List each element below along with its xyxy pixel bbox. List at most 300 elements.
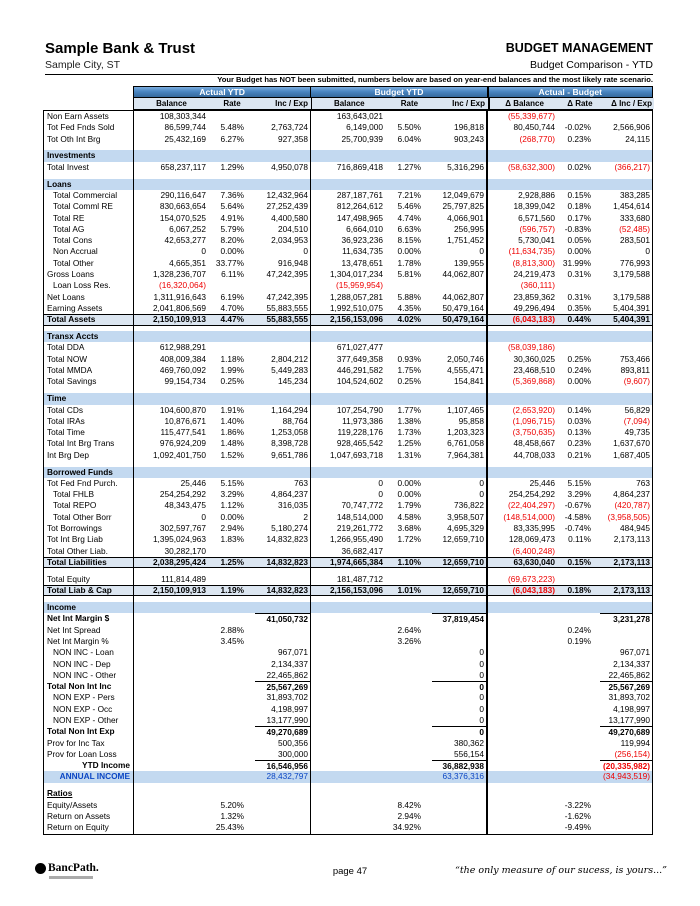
row-label: Prov for Inc Tax: [44, 738, 134, 749]
value-cell: [386, 659, 432, 670]
row-label: ANNUAL INCOME: [44, 771, 134, 782]
table-row: [44, 134, 652, 145]
value-cell: 4.35%: [397, 302, 421, 313]
row-label: Loans: [44, 179, 134, 190]
value-cell: 6.19%: [220, 291, 244, 302]
value-cell: [488, 659, 558, 670]
value-cell: 763: [255, 478, 311, 489]
value-cell: 5,730,041: [518, 235, 555, 246]
value-cell: 2,566,906: [613, 122, 650, 133]
table-row: [44, 625, 652, 636]
value-cell: (268,770): [519, 133, 555, 144]
value-cell: (2,653,920): [512, 404, 555, 415]
value-cell: [386, 738, 432, 749]
value-cell: 0: [378, 489, 383, 500]
value-cell: 8.20%: [220, 235, 244, 246]
value-cell: [311, 150, 386, 161]
value-cell: 22,465,862: [255, 670, 311, 681]
value-cell: 42,653,277: [164, 235, 206, 246]
value-cell: 2.64%: [397, 624, 421, 635]
table-row: [44, 303, 652, 314]
table-row: [44, 681, 652, 692]
value-cell: [386, 715, 432, 726]
value-cell: [311, 393, 386, 404]
value-cell: [600, 467, 652, 478]
value-cell: 6,067,252: [169, 223, 206, 234]
value-cell: 0.24%: [567, 365, 591, 376]
value-cell: 63,376,316: [432, 771, 488, 782]
value-cell: [311, 681, 386, 692]
value-cell: (7,094): [623, 415, 650, 426]
value-cell: [255, 822, 311, 833]
value-cell: 5.15%: [220, 477, 244, 488]
value-cell: [134, 788, 209, 799]
table-row: [44, 788, 652, 799]
value-cell: 1.40%: [220, 415, 244, 426]
row-label: Total FHLB: [44, 489, 134, 500]
value-cell: [558, 150, 600, 161]
value-cell: 12,432,964: [255, 190, 311, 201]
value-cell: [255, 331, 311, 342]
value-cell: 2,134,337: [613, 658, 650, 669]
value-cell: [209, 546, 255, 557]
value-cell: [209, 726, 255, 737]
value-cell: [255, 280, 311, 291]
value-cell: 27,252,439: [255, 201, 311, 212]
value-cell: 1.12%: [220, 500, 244, 511]
value-cell: 0: [432, 659, 488, 670]
value-cell: [134, 647, 209, 658]
value-cell: 283,501: [620, 235, 650, 246]
value-cell: 25,446: [180, 477, 206, 488]
value-cell: 48,458,667: [513, 438, 555, 449]
value-cell: 0.23%: [567, 133, 591, 144]
value-cell: 0.14%: [567, 404, 591, 415]
value-cell: [558, 704, 600, 715]
value-cell: 2.88%: [220, 624, 244, 635]
value-cell: 302,597,767: [159, 523, 206, 534]
table-row: [44, 585, 652, 596]
value-cell: 4,198,997: [613, 703, 650, 714]
value-cell: 300,000: [255, 749, 311, 760]
col-header-rate: Rate: [223, 99, 241, 108]
value-cell: 4.74%: [397, 212, 421, 223]
value-cell: [432, 800, 488, 811]
value-cell: 13,478,651: [341, 257, 383, 268]
value-cell: 0: [432, 704, 488, 715]
value-cell: 3,958,507: [432, 512, 488, 523]
value-cell: 1,311,916,643: [153, 291, 206, 302]
value-cell: 7.36%: [220, 189, 244, 200]
row-label: Income: [44, 602, 134, 613]
value-cell: [488, 822, 558, 833]
value-cell: [488, 749, 558, 760]
section-row: [44, 150, 652, 161]
value-cell: 30,282,170: [164, 545, 206, 556]
value-cell: 154,070,525: [159, 212, 206, 223]
value-cell: [558, 749, 600, 760]
value-cell: [488, 681, 558, 692]
value-cell: 290,116,647: [160, 189, 206, 200]
table-row: [44, 478, 652, 489]
row-label: NON INC - Dep: [44, 659, 134, 670]
value-cell: 0.05%: [567, 235, 591, 246]
value-cell: [432, 811, 488, 822]
row-label: Investments: [44, 150, 134, 161]
value-cell: [600, 150, 652, 161]
value-cell: [134, 659, 209, 670]
value-cell: [432, 467, 488, 478]
value-cell: [386, 602, 432, 613]
value-cell: 28,432,797: [255, 771, 311, 782]
value-cell: (3,750,635): [512, 427, 555, 438]
value-cell: -0.74%: [564, 523, 591, 534]
value-cell: 976,924,209: [159, 438, 206, 449]
value-cell: [386, 613, 432, 624]
value-cell: 1.38%: [397, 415, 421, 426]
value-cell: 0: [432, 489, 488, 500]
value-cell: -4.58%: [564, 511, 591, 522]
value-cell: [558, 574, 600, 585]
value-cell: 99,154,734: [164, 376, 206, 387]
value-cell: 1.01%: [397, 586, 421, 596]
value-cell: 0: [432, 246, 488, 257]
row-label: Tot Fed Fnd Purch.: [44, 478, 134, 489]
value-cell: [255, 111, 311, 122]
col-header-delta-inc-exp: Δ Inc / Exp: [611, 99, 652, 108]
row-label: Total DDA: [44, 342, 134, 353]
row-label: Tot Oth Int Brg: [44, 134, 134, 145]
row-label: Total Other Borr: [44, 512, 134, 523]
value-cell: [311, 822, 386, 833]
value-cell: [558, 670, 600, 681]
value-cell: [488, 150, 558, 161]
value-cell: 5,316,296: [432, 162, 488, 173]
row-label: YTD Income: [44, 760, 134, 771]
value-cell: 1.32%: [220, 810, 244, 821]
value-cell: [600, 179, 652, 190]
value-cell: [311, 602, 386, 613]
table-row: [44, 489, 652, 500]
value-cell: 0.21%: [567, 449, 591, 460]
value-cell: 4,864,237: [613, 489, 650, 500]
value-cell: [134, 602, 209, 613]
value-cell: 380,362: [432, 738, 488, 749]
table-row: [44, 574, 652, 585]
table-row: [44, 715, 652, 726]
value-cell: 1.25%: [220, 557, 244, 567]
value-cell: [386, 467, 432, 478]
value-cell: 1,395,024,963: [152, 534, 206, 545]
value-cell: [432, 636, 488, 647]
value-cell: [134, 800, 209, 811]
value-cell: 5.46%: [397, 201, 421, 212]
value-cell: 31,893,702: [608, 692, 650, 703]
value-cell: 5.79%: [220, 223, 244, 234]
value-cell: [386, 546, 432, 557]
value-cell: 3.68%: [397, 523, 421, 534]
value-cell: 0: [432, 478, 488, 489]
value-cell: 11,973,386: [342, 415, 383, 426]
value-cell: 2.94%: [397, 810, 421, 821]
table-row: [44, 500, 652, 511]
value-cell: (16,320,064): [158, 280, 206, 291]
value-cell: 0.24%: [567, 624, 591, 635]
value-cell: 16,546,956: [255, 760, 311, 771]
row-label: NON EXP - Other: [44, 715, 134, 726]
value-cell: [488, 715, 558, 726]
table-row: [44, 376, 652, 387]
value-cell: [255, 602, 311, 613]
value-cell: [209, 342, 255, 353]
value-cell: 2,150,109,913: [152, 315, 206, 325]
value-cell: 36,923,236: [341, 235, 383, 246]
value-cell: 736,822: [432, 500, 488, 511]
value-cell: [488, 771, 558, 782]
value-cell: [209, 150, 255, 161]
value-cell: 25,797,825: [432, 201, 488, 212]
value-cell: 47,242,395: [255, 269, 311, 280]
value-cell: [558, 467, 600, 478]
value-cell: 104,524,602: [336, 376, 383, 387]
value-cell: 2,173,113: [613, 534, 650, 545]
value-cell: 50,479,164: [432, 303, 488, 314]
value-cell: 0: [378, 477, 383, 488]
table-row: [44, 342, 652, 353]
col-header-delta-balance: Δ Balance: [505, 99, 544, 108]
row-label: Tot Borrowings: [44, 523, 134, 534]
value-cell: 0.03%: [567, 415, 591, 426]
value-cell: 6,664,010: [346, 223, 383, 234]
value-cell: 12,659,710: [432, 586, 488, 595]
row-label: Total Int Brg Trans: [44, 438, 134, 449]
row-label: Transx Accts: [44, 331, 134, 342]
value-cell: 104,600,870: [159, 404, 206, 415]
value-cell: 2,156,153,096: [329, 315, 383, 325]
value-cell: [558, 331, 600, 342]
value-cell: 3.26%: [397, 635, 421, 646]
value-cell: [209, 393, 255, 404]
value-cell: 8,398,728: [255, 438, 311, 449]
value-cell: 812,264,612: [336, 201, 383, 212]
value-cell: 86,599,744: [164, 122, 206, 133]
value-cell: 1.83%: [220, 534, 244, 545]
row-label: NON EXP - Occ: [44, 704, 134, 715]
value-cell: 254,254,292: [159, 489, 206, 500]
table-row: [44, 111, 652, 122]
value-cell: 1,992,510,075: [329, 302, 383, 313]
value-cell: 6.04%: [397, 133, 421, 144]
value-cell: 0: [201, 246, 206, 257]
value-cell: 44,062,807: [432, 292, 488, 303]
row-label: Total Non Int Exp: [44, 726, 134, 737]
row-label: Total Savings: [44, 376, 134, 387]
value-cell: [134, 467, 209, 478]
value-cell: 0.93%: [397, 353, 421, 364]
value-cell: 12,659,710: [432, 558, 488, 567]
value-cell: 13,177,990: [608, 715, 650, 725]
value-cell: 383,285: [620, 189, 650, 200]
value-cell: 0.13%: [567, 427, 591, 438]
value-cell: 49,735: [624, 427, 650, 438]
value-cell: [558, 613, 600, 624]
value-cell: [600, 811, 652, 822]
value-cell: [558, 726, 600, 737]
value-cell: -3.22%: [564, 799, 591, 810]
value-cell: (256,154): [614, 748, 650, 759]
row-label: NON INC - Other: [44, 670, 134, 681]
value-cell: 1,047,693,718: [329, 449, 383, 460]
value-cell: 0.11%: [568, 534, 591, 545]
value-cell: 4.58%: [397, 511, 421, 522]
value-cell: 41,050,732: [255, 613, 311, 624]
value-cell: [488, 726, 558, 737]
section-row: [44, 602, 652, 613]
value-cell: [488, 647, 558, 658]
value-cell: 0: [432, 715, 488, 726]
value-cell: 1,107,465: [432, 405, 488, 416]
value-cell: [134, 738, 209, 749]
value-cell: [386, 726, 432, 737]
value-cell: 1,974,665,384: [329, 557, 383, 567]
value-cell: [255, 467, 311, 478]
section-row: [44, 467, 652, 478]
value-cell: 0.25%: [397, 376, 421, 387]
value-cell: [255, 150, 311, 161]
value-cell: [432, 331, 488, 342]
value-cell: 316,035: [255, 500, 311, 511]
value-cell: 154,841: [432, 376, 488, 387]
value-cell: 6,761,058: [432, 438, 488, 449]
value-cell: [386, 647, 432, 658]
value-cell: 119,994: [620, 737, 650, 748]
table-row: [44, 354, 652, 365]
value-cell: [255, 179, 311, 190]
value-cell: 47,242,395: [255, 292, 311, 303]
value-cell: [134, 749, 209, 760]
value-cell: (1,096,715): [512, 415, 555, 426]
value-cell: [488, 670, 558, 681]
value-cell: 3.29%: [567, 489, 591, 500]
value-cell: 49,296,494: [513, 302, 555, 313]
value-cell: -0.83%: [564, 223, 591, 234]
value-cell: [134, 613, 209, 624]
value-cell: 3.29%: [220, 489, 244, 500]
value-cell: 25,700,939: [341, 133, 383, 144]
value-cell: 1,203,323: [432, 427, 488, 438]
value-cell: 4.91%: [220, 212, 244, 223]
value-cell: 1,454,614: [613, 201, 650, 212]
row-label: Borrowed Funds: [44, 467, 134, 478]
value-cell: 1.86%: [220, 427, 244, 438]
value-cell: 0.00%: [220, 246, 244, 257]
value-cell: 500,356: [255, 738, 311, 749]
value-cell: 1,751,452: [432, 235, 488, 246]
value-cell: [311, 788, 386, 799]
table-row: [44, 416, 652, 427]
value-cell: 23,468,510: [513, 365, 555, 376]
value-cell: [311, 704, 386, 715]
value-cell: 484,945: [620, 523, 650, 534]
value-cell: 2,050,746: [432, 354, 488, 365]
value-cell: 24,115: [625, 133, 650, 144]
value-cell: [386, 280, 432, 291]
value-cell: [600, 280, 652, 291]
value-cell: 916,948: [255, 258, 311, 269]
value-cell: [386, 760, 432, 771]
value-cell: 5.81%: [397, 269, 421, 280]
value-cell: [255, 546, 311, 557]
table-row: [44, 546, 652, 557]
value-cell: 1,266,955,490: [329, 534, 383, 545]
value-cell: [209, 574, 255, 585]
table-row: [44, 201, 652, 212]
value-cell: [255, 393, 311, 404]
value-cell: 25,432,169: [164, 133, 206, 144]
value-cell: 612,988,291: [159, 342, 206, 353]
value-cell: [134, 393, 209, 404]
table-row: [44, 162, 652, 173]
value-cell: 6,149,000: [346, 122, 383, 133]
value-cell: 9,651,786: [255, 450, 311, 461]
value-cell: [432, 393, 488, 404]
value-cell: [558, 715, 600, 726]
value-cell: 0.25%: [567, 353, 591, 364]
col-header-balance: Balance: [156, 99, 187, 108]
row-label: Total Commercial: [44, 190, 134, 201]
value-cell: 0.02%: [567, 161, 591, 172]
value-cell: 148,514,000: [336, 511, 383, 522]
table-row: [44, 749, 652, 760]
value-cell: [311, 692, 386, 703]
value-cell: (3,958,505): [607, 511, 650, 522]
value-cell: 556,154: [432, 749, 488, 760]
table-row: [44, 190, 652, 201]
value-cell: [209, 670, 255, 681]
table-row: [44, 450, 652, 461]
value-cell: [134, 726, 209, 737]
value-cell: [432, 574, 488, 585]
value-cell: [311, 179, 386, 190]
value-cell: [134, 636, 209, 647]
value-cell: [488, 760, 558, 771]
value-cell: [600, 342, 652, 353]
value-cell: 1.73%: [397, 427, 421, 438]
value-cell: [209, 692, 255, 703]
bank-name: Sample Bank & Trust: [45, 40, 196, 57]
value-cell: 10,876,671: [164, 415, 206, 426]
value-cell: [311, 726, 386, 737]
value-cell: [488, 788, 558, 799]
value-cell: 14,832,823: [255, 558, 311, 567]
value-cell: (55,339,677): [507, 111, 555, 121]
value-cell: 3,179,588: [613, 291, 650, 302]
value-cell: [134, 822, 209, 833]
value-cell: 25,567,269: [600, 681, 652, 692]
value-cell: 4,864,237: [255, 489, 311, 500]
value-cell: 4,695,329: [432, 523, 488, 534]
sub-header-row: [133, 98, 653, 110]
row-label: Int Brg Dep: [44, 450, 134, 461]
value-cell: 256,995: [432, 224, 488, 235]
group-header-budget-ytd: Budget YTD: [310, 87, 486, 97]
value-cell: (9,607): [623, 376, 650, 387]
value-cell: [488, 393, 558, 404]
value-cell: 31.99%: [562, 257, 591, 268]
value-cell: 49,270,689: [255, 726, 311, 737]
value-cell: [600, 602, 652, 613]
table-row: [44, 534, 652, 545]
